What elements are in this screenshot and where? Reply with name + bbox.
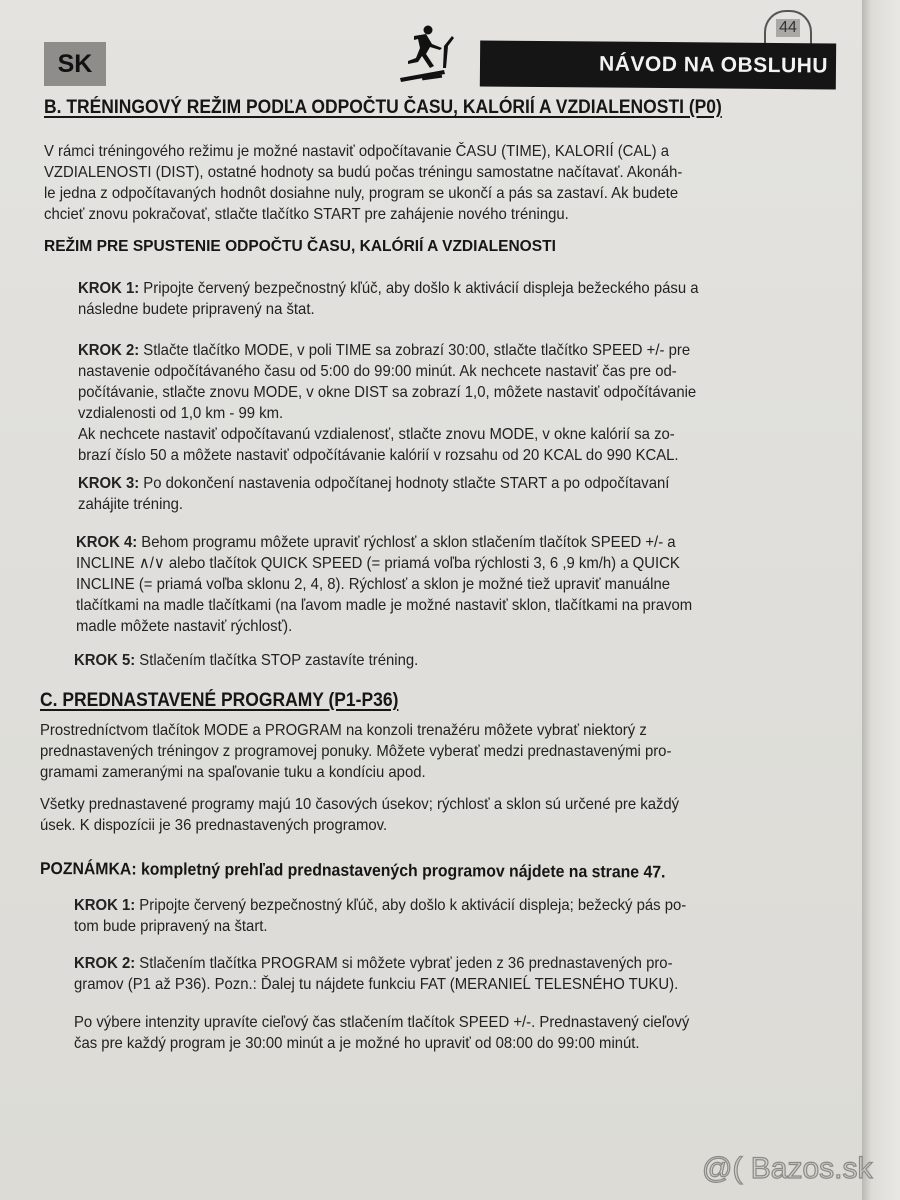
- step-text: Ak nechcete nastaviť odpočítavanú vzdialenosť, stlačte znovu MODE, v okne kalórií sa zo-: [78, 426, 675, 443]
- step-text: brazí číslo 50 a môžete nastaviť odpočítávanie kalórií v rozsahu od 20 KCAL do 990 KCAL.: [78, 447, 679, 464]
- step-text: Pripojte červený bezpečnostný kľúč, aby došlo k aktivácií displeja; bežecký pás po-: [135, 897, 687, 914]
- section-c-intro: [40, 720, 671, 783]
- note-text: kompletný prehľad prednastavených programov nájdete na strane 47.: [136, 859, 666, 882]
- text-line: chcieť znovu pokračovať, stlačte tlačítko START pre zahájenie nového tréningu.: [44, 206, 569, 223]
- step-text: madle môžete nastaviť rýchlosť).: [76, 618, 293, 635]
- section-c-heading: C. PREDNASTAVENÉ PROGRAMY (P1-P36): [40, 690, 399, 711]
- text-line: prednastavených tréningov z programovej ponuky. Môžete vyberať medzi prednastavenými pro-: [40, 743, 672, 760]
- manual-title-bar: [480, 40, 836, 89]
- step-text: Behom programu môžete upraviť rýchlosť a sklon stlačením tlačítok SPEED +/- a: [137, 534, 676, 551]
- step-label: KROK 1:: [74, 897, 136, 914]
- step-label: KROK 2:: [74, 955, 136, 972]
- text-line: Všetky prednastavené programy majú 10 časových úsekov; rýchlosť a sklon sú určené pre každý: [40, 796, 680, 813]
- section-c-step-1: [74, 895, 686, 937]
- section-b-heading: B. TRÉNINGOVÝ REŽIM PODĽA ODPOČTU ČASU, KALÓRIÍ A VZDIALENOSTI (P0): [44, 97, 722, 118]
- step-label: KROK 5:: [74, 652, 136, 669]
- text-line: čas pre každý program je 30:00 minút a je možné ho upraviť od 08:00 do 99:00 minút.: [74, 1035, 640, 1052]
- text-line: VZDIALENOSTI (DIST), ostatné hodnoty sa budú počas tréningu samostatne načítavať. Akonáh-: [44, 164, 683, 181]
- step-text: Po dokončení nastavenia odpočítanej hodnoty stlačte START a po odpočítavaní: [139, 475, 670, 492]
- step-label: KROK 1:: [78, 280, 140, 297]
- language-badge: [44, 42, 106, 86]
- section-b-step-3: [78, 473, 669, 515]
- step-text: gramov (P1 až P36). Pozn.: Ďalej tu nájdete funkciu FAT (MERANIEĹ TELESNÉHO TUKU).: [74, 976, 679, 993]
- section-c-info: [40, 794, 679, 836]
- page-edge: [862, 0, 900, 1200]
- step-text: Stlačte tlačítko MODE, v poli TIME sa zobrazí 30:00, stlačte tlačítko SPEED +/- pre: [139, 342, 691, 359]
- step-text: počítávanie, stlačte znovu MODE, v okne DIST sa zobrazí 1,0, môžete nastaviť odpočítávanie: [78, 384, 697, 401]
- text-line: V rámci tréningového režimu je možné nastaviť odpočítavanie ČASU (TIME), KALORIÍ (CAL) a: [44, 143, 670, 160]
- step-text: INCLINE ∧/∨ alebo tlačítok QUICK SPEED (= priamá voľba rýchlosti 3, 6 ,9 km/h) a QUICK: [76, 555, 680, 572]
- step-text: následne budete pripravený na štat.: [78, 301, 315, 318]
- step-text: vzdialenosti od 1,0 km - 99 km.: [78, 405, 284, 422]
- step-text: Pripojte červený bezpečnostný kľúč, aby došlo k aktivácií displeja bežeckého pásu a: [139, 280, 699, 297]
- section-b-step-2: [78, 340, 696, 466]
- step-text: tom bude pripravený na štart.: [74, 918, 268, 935]
- section-b-intro: [44, 141, 682, 225]
- section-c-closing: [74, 1012, 689, 1054]
- treadmill-runner-icon: [392, 22, 464, 84]
- step-label: KROK 4:: [76, 534, 138, 551]
- manual-title: NÁVOD NA OBSLUHU: [599, 52, 829, 78]
- language-badge-label: SK: [57, 49, 93, 78]
- text-line: gramami zameranými na spaľovanie tuku a kondíciu apod.: [40, 764, 426, 781]
- section-b-step-1: [78, 278, 699, 320]
- bazos-watermark: @( Bazos.sk: [702, 1152, 873, 1185]
- section-b-step-4: [76, 532, 692, 637]
- section-b-step-5: [74, 650, 418, 671]
- text-line: le jedna z odpočítavaných hodnôt dosiahne nuly, program se ukončí a pás sa zastaví. Ak budete: [44, 185, 679, 202]
- countdown-mode-subheading: REŽIM PRE SPUSTENIE ODPOČTU ČASU, KALÓRIÍ A VZDIALENOSTI: [44, 238, 556, 255]
- text-line: Prostredníctvom tlačítok MODE a PROGRAM na konzoli trenažéru môžete vybrať niektorý z: [40, 722, 647, 739]
- text-line: úsek. K dispozícii je 36 prednastavených programov.: [40, 817, 388, 834]
- step-text: Stlačením tlačítka STOP zastavíte tréning.: [135, 652, 419, 669]
- programs-note: [40, 859, 666, 883]
- step-label: KROK 3:: [78, 475, 140, 492]
- note-label: POZNÁMKA:: [39, 859, 137, 879]
- text-line: Po výbere intenzity upravíte cieľový čas stlačením tlačítok SPEED +/-. Prednastavený cieľový: [74, 1014, 690, 1031]
- section-c-step-2: [74, 953, 678, 995]
- step-text: nastavenie odpočítávaného času od 5:00 do 99:00 minút. Ak nechcete nastaviť čas pre od-: [78, 363, 677, 380]
- step-text: Stlačením tlačítka PROGRAM si môžete vybrať jeden z 36 prednastavených pro-: [135, 955, 673, 972]
- step-text: tlačítkami na madle tlačítkami (na ľavom madle je možné nastaviť sklon, tlačítkami na pravom: [76, 597, 693, 614]
- step-text: zahájite tréning.: [78, 496, 184, 513]
- step-label: KROK 2:: [78, 342, 140, 359]
- page-number-value: 44: [776, 19, 800, 37]
- step-text: INCLINE (= priamá voľba sklonu 2, 4, 8). Rýchlosť a sklon je možné tiež upraviť manuálne: [76, 576, 671, 593]
